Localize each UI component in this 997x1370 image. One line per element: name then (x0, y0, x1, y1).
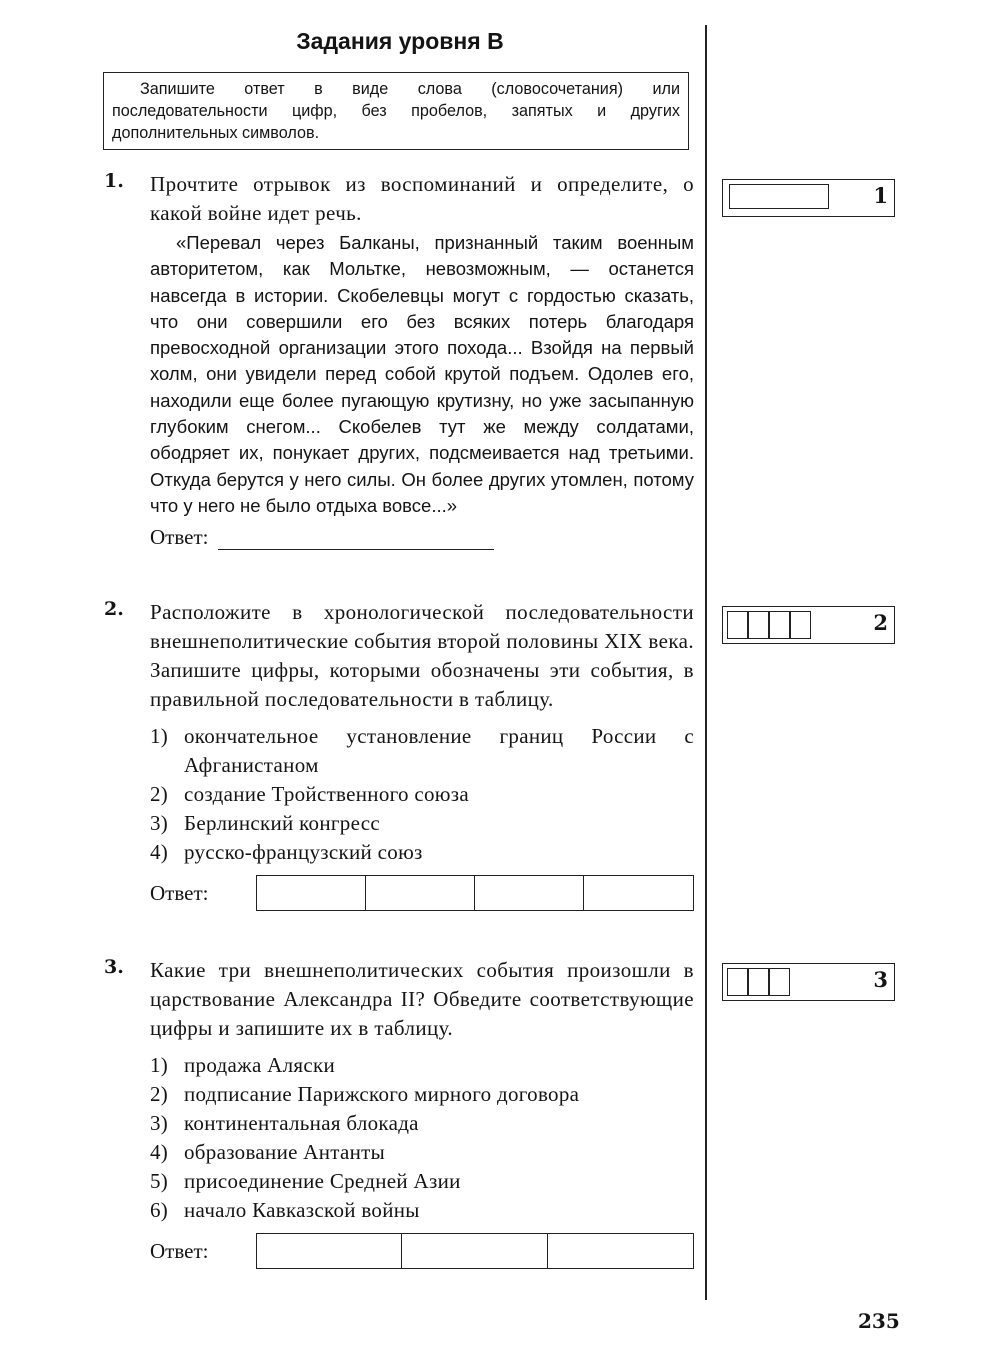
option-number: 1) (150, 724, 169, 748)
task-prompt: Какие три внешнеполитических события произошли в царствование Александра II? Обведите соответствующие цифры и запишите их в таблицу. (150, 958, 694, 1040)
option-item (150, 1109, 694, 1138)
option-text: русско-французский союз (184, 840, 423, 864)
instruction-box: Запишите ответ в виде слова (словосочетания) или последовательности цифр, без пробелов, запятых и других дополнительных символов. (103, 72, 689, 150)
option-item (150, 1138, 694, 1167)
side-answer-box-3 (722, 963, 895, 1001)
task-3 (104, 956, 694, 1269)
side-answer-cells (727, 968, 790, 996)
task-number: 1. (104, 170, 124, 192)
answer-table (256, 875, 694, 911)
side-answer-cell[interactable] (727, 611, 748, 639)
answer-row (150, 525, 694, 550)
option-number: 4) (150, 1140, 169, 1164)
option-item (150, 1167, 694, 1196)
task-number: 3. (104, 956, 124, 978)
side-answer-cell[interactable] (769, 968, 790, 996)
answer-row (150, 1233, 694, 1269)
answer-table (256, 1233, 694, 1269)
side-answer-box-1 (722, 179, 895, 217)
answer-line-input[interactable] (218, 531, 494, 550)
answer-cell[interactable] (584, 876, 693, 910)
option-text: начало Кавказской войны (184, 1198, 420, 1222)
answer-cell[interactable] (475, 876, 584, 910)
option-text: подписание Парижского мирного договора (184, 1082, 580, 1106)
answer-cell[interactable] (257, 1234, 402, 1268)
option-number: 4) (150, 840, 169, 864)
option-item (150, 722, 694, 780)
task-prompt: Расположите в хронологической последовательности внешнеполитические события второй половины XIX века. Запишите цифры, которыми обозначены эти события, в правильной последовательности в таблицу. (150, 600, 694, 711)
option-text: Берлинский конгресс (184, 811, 380, 835)
option-item (150, 1051, 694, 1080)
side-answer-box-2 (722, 606, 895, 644)
option-number: 2) (150, 782, 169, 806)
option-item (150, 838, 694, 867)
side-answer-cell[interactable] (769, 611, 790, 639)
section-heading: Задания уровня В (296, 28, 504, 54)
answer-label: Ответ: (150, 1238, 209, 1263)
margin-divider (705, 25, 707, 1300)
page-number: 235 (858, 1309, 900, 1333)
answer-row (150, 875, 694, 911)
side-answer-cell[interactable] (790, 611, 811, 639)
task-quote: «Перевал через Балканы, признанный таким военным авторитетом, как Мольтке, невозможным, — останется навсегда в истории. Скобелевцы могут с гордостью сказать, что они совершили его без всяких потерь благодаря превосходной организации этого похода... Взойдя на первый холм, они увидели перед собой крутой подъем. Одолев его, находили еще более пугающую крутизну, но уже засыпанную глубоким снегом... Скобелев тут же между солдатами, ободряет их, понукает других, подсмеивается над третьими. Откуда берутся у него силы. Он более других утомлен, потому что у него не было отдыха вовсе...» (150, 232, 694, 516)
side-task-number: 2 (873, 610, 888, 635)
task-prompt: Прочтите отрывок из воспоминаний и определите, о какой войне идет речь. (150, 172, 694, 225)
option-number: 3) (150, 811, 169, 835)
option-item (150, 1080, 694, 1109)
answer-cell[interactable] (548, 1234, 693, 1268)
option-text: создание Тройственного союза (184, 782, 470, 806)
option-text: образование Антанты (184, 1140, 386, 1164)
option-item (150, 1196, 694, 1225)
option-number: 5) (150, 1169, 169, 1193)
option-text: продажа Аляски (184, 1053, 335, 1077)
side-task-number: 1 (873, 183, 888, 208)
side-answer-cells (727, 611, 811, 639)
option-text: присоединение Средней Азии (184, 1169, 461, 1193)
option-number: 2) (150, 1082, 169, 1106)
side-task-number: 3 (873, 967, 888, 992)
task-1 (104, 170, 694, 550)
option-list (150, 722, 694, 867)
task-number: 2. (104, 598, 124, 620)
side-answer-cell[interactable] (748, 968, 769, 996)
answer-cell[interactable] (257, 876, 366, 910)
answer-label: Ответ: (150, 880, 209, 905)
answer-cell[interactable] (402, 1234, 547, 1268)
task-2 (104, 598, 694, 911)
answer-label: Ответ: (150, 525, 209, 550)
answer-cell[interactable] (366, 876, 475, 910)
side-answer-field[interactable] (729, 184, 829, 209)
option-item (150, 780, 694, 809)
option-item (150, 809, 694, 838)
side-answer-cell[interactable] (748, 611, 769, 639)
option-text: континентальная блокада (184, 1111, 419, 1135)
option-text: окончательное установление границ России с Афганистаном (184, 724, 694, 777)
side-answer-cell[interactable] (727, 968, 748, 996)
option-number: 1) (150, 1053, 169, 1077)
option-list (150, 1051, 694, 1225)
option-number: 3) (150, 1111, 169, 1135)
option-number: 6) (150, 1198, 169, 1222)
